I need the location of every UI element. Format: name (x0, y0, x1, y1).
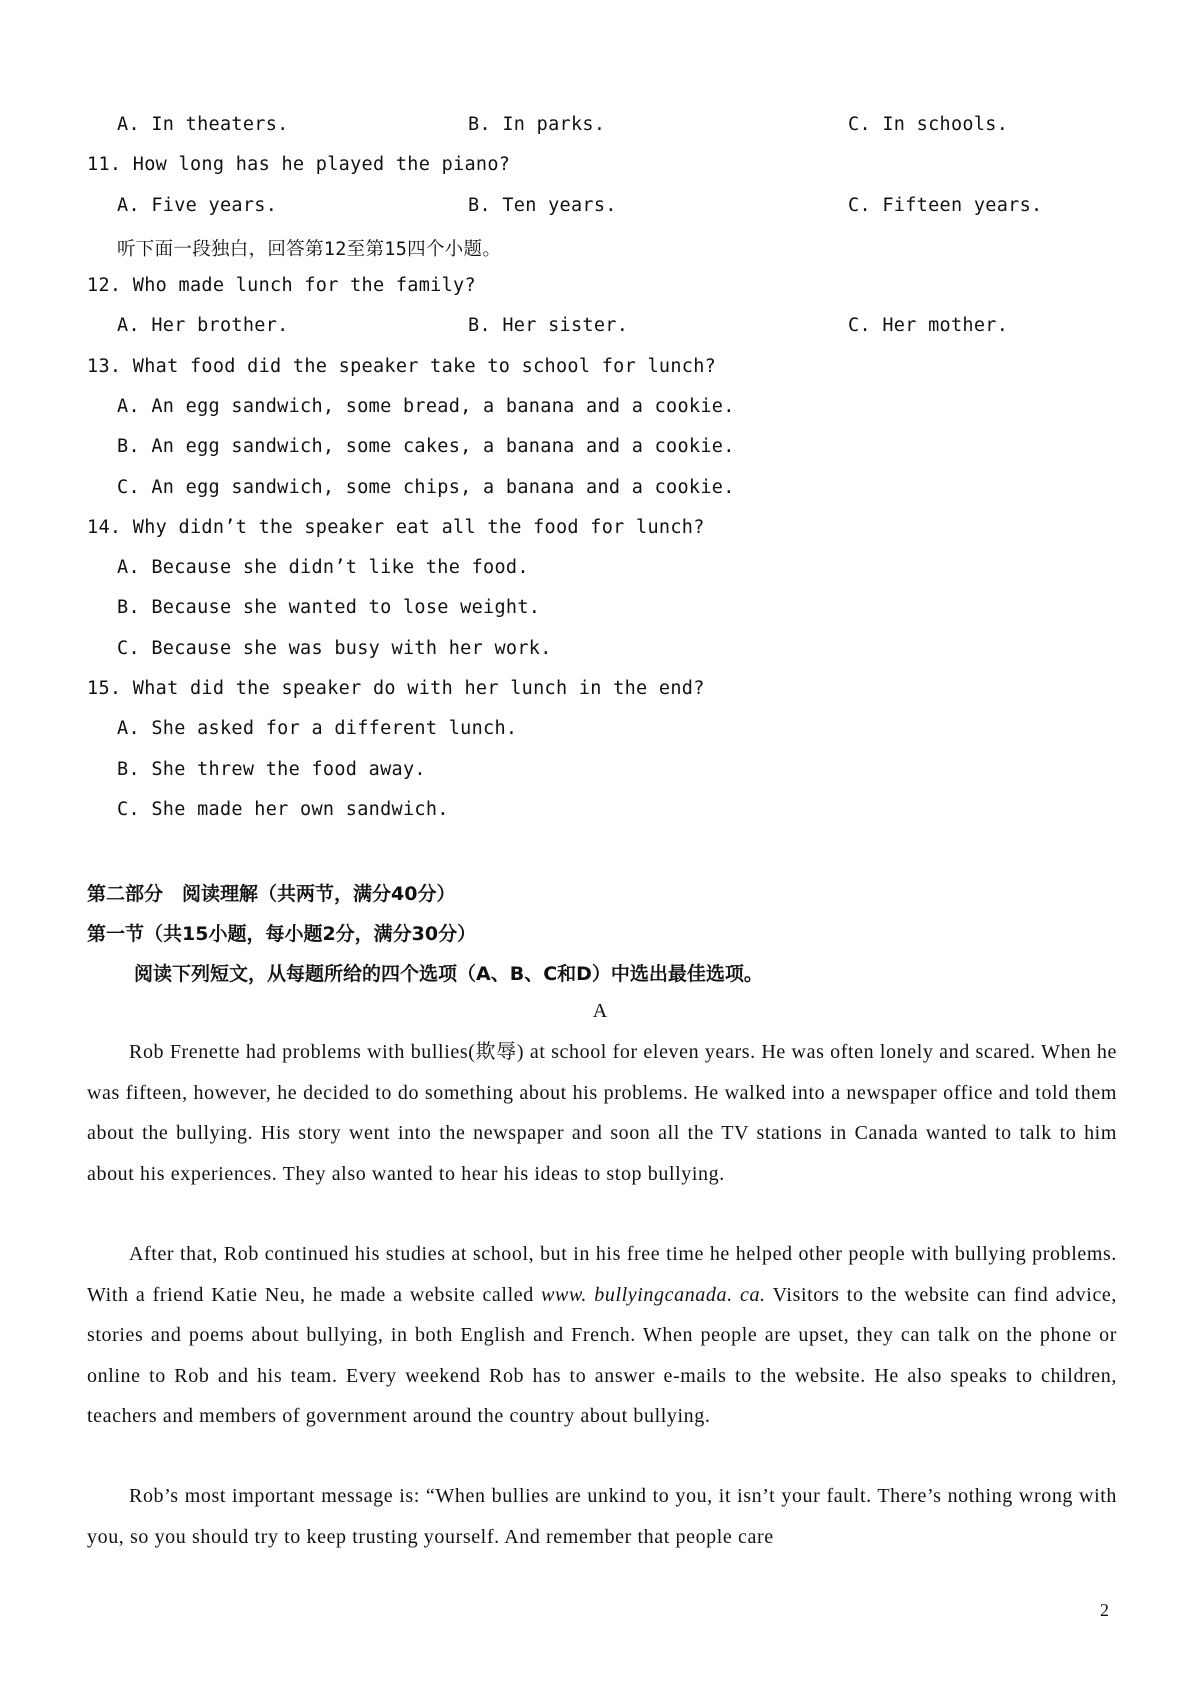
paragraph-1-text: Rob Frenette had problems with bullies(欺辱) at school for eleven years. He was often lonely and scared. When he was fifteen, however, he decided to do something about his problems. He walked into a newspaper office and told them about the bullying. His story went into the newspaper and soon all the TV stations in Canada wanted to talk to him about his experiences. They also wanted to hear his ideas to stop bullying. (87, 1041, 1117, 1185)
q12-stem: 12. Who made lunch for the family? (87, 275, 476, 296)
q15-stem: 15. What did the speaker do with her lunch in the end? (87, 678, 705, 699)
q11-option-a: A. Five years. (117, 195, 278, 216)
q14-option-c: C. Because she was busy with her work. (117, 638, 552, 659)
q11-stem: 11. How long has he played the piano? (87, 154, 511, 175)
paragraph-3-text: Rob’s most important message is: “When bullies are unkind to you, it isn’t your fault. There’s nothing wrong with you, so you should try to keep trusting yourself. And remember that people care (87, 1485, 1117, 1548)
q11-option-c: C. Fifteen years. (848, 195, 1043, 216)
q14-option-a: A. Because she didn’t like the food. (117, 557, 529, 578)
q13-option-a: A. An egg sandwich, some bread, a banana and a cookie. (117, 396, 735, 417)
q15-option-c: C. She made her own sandwich. (117, 799, 449, 820)
q12-option-a: A. Her brother. (117, 315, 289, 336)
q13-stem: 13. What food did the speaker take to school for lunch? (87, 356, 717, 377)
q14-stem: 14. Why didn’t the speaker eat all the food for lunch? (87, 517, 705, 538)
website-url: www. bullyingcanada. ca. (541, 1283, 766, 1306)
q15-option-a: A. She asked for a different lunch. (117, 718, 518, 739)
reading-instruction: 阅读下列短文，从每题所给的四个选项（A、B、C和D）中选出最佳选项。 (134, 963, 763, 985)
q10-option-b: B. In parks. (468, 114, 606, 135)
q13-option-b: B. An egg sandwich, some cakes, a banana and a cookie. (117, 436, 735, 457)
q14-option-b: B. Because she wanted to lose weight. (117, 597, 541, 618)
q11-option-b: B. Ten years. (468, 195, 617, 216)
paragraph-2-text-end: Visitors to the website can find advice, stories and poems about bullying, in both English and French. When people are upset, they can talk on the phone or online to Rob and his team. Every weekend Rob has to answer e-mails to the website. He also speaks to children, teachers and members of government around the country about bullying. (87, 1283, 1117, 1427)
q15-option-b: B. She threw the food away. (117, 759, 426, 780)
q12-option-b: B. Her sister. (468, 315, 629, 336)
reading-section-title: 第一节（共15小题，每小题2分，满分30分） (87, 923, 477, 945)
paragraph-2-text-start: After that, Rob continued his studies at school, but in his free time he helped other people with bullying problems. With a friend Katie Neu, he made a website called (87, 1243, 1117, 1306)
q10-option-a: A. In theaters. (117, 114, 289, 135)
page-number: 2 (1100, 1600, 1109, 1620)
passage-paragraph-2 (87, 1234, 1117, 1437)
reading-part-title: 第二部分 阅读理解（共两节，满分40分） (87, 883, 456, 905)
q12-option-c: C. Her mother. (848, 315, 1009, 336)
q10-option-c: C. In schools. (848, 114, 1009, 135)
monologue-instruction: 听下面一段独白，回答第12至第15四个小题。 (117, 239, 502, 260)
q13-option-c: C. An egg sandwich, some chips, a banana and a cookie. (117, 477, 735, 498)
passage-paragraph-1 (87, 1032, 1117, 1194)
passage-paragraph-3 (87, 1476, 1117, 1557)
passage-label: A (592, 1000, 608, 1022)
